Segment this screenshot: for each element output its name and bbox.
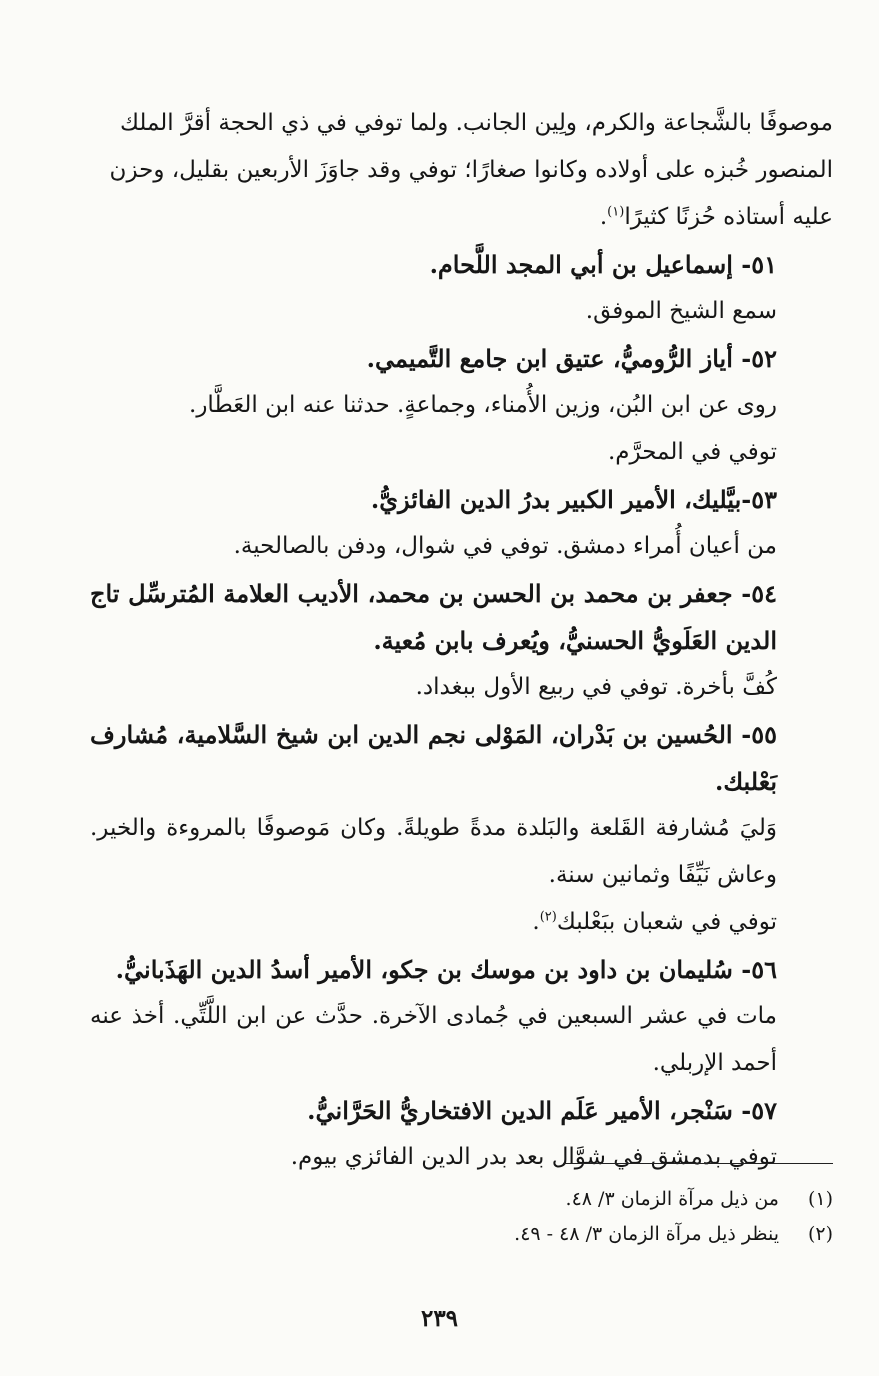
footnote-ref: (١) [607, 204, 625, 220]
main-text [90, 100, 833, 1181]
continuation-paragraph: موصوفًا بالشَّجاعة والكرم، ولِين الجانب. ولما توفي في ذي الحجة أقرَّ الملك المنصور خُبزه على أولاده وكانوا صغارًا؛ توفي وقد جاوَزَ الأربعين بقليل، وحزن عليه أستاذه حُزنًا كثيرًا$^{(١)}$. [109, 110, 833, 230]
footnote-number: (٢) [807, 1223, 833, 1245]
footnotes [90, 1182, 833, 1252]
entry-body: توفي بدمشق في شوَّال بعد بدر الدين الفائزي بيوم. [290, 1144, 777, 1170]
footnote-text: من ذيل مرآة الزمان ٣/ ٤٨. [565, 1188, 779, 1210]
footnote-divider [563, 1163, 833, 1164]
footnote-ref: (٢) [539, 909, 557, 925]
footnote-text: ينظر ذيل مرآة الزمان ٣/ ٤٨ - ٤٩. [514, 1223, 779, 1245]
entry-body: سمع الشيخ الموفق. [585, 298, 777, 324]
entry-body: روى عن ابن البُن، وزين الأُمناء، وجماعةٍ. حدثنا عنه ابن العَطَّار. [189, 392, 777, 418]
page-number: ٢٣٩ [420, 1305, 459, 1332]
entry-heading-54: ٥٤- جعفر بن محمد بن الحسن بن محمد، الأديب العلامة المُترسِّل تاج الدين العَلَويُّ الحسنيُّ، ويُعرف بابن مُعية. [90, 579, 777, 655]
entry-heading-56: ٥٦- سُليمان بن داود بن موسك بن جكو، الأمير أسدُ الدين الهَذَبانيُّ. [115, 955, 777, 984]
entry-heading-55: ٥٥- الحُسين بن بَدْران، المَوْلى نجم الدين ابن شيخ السَّلامية، مُشارف بَعْلبك. [90, 720, 777, 796]
entry-heading-52: ٥٢- أياز الرُّوميُّ، عتيق ابن جامع التَّميمي. [366, 344, 777, 373]
entry-heading-57: ٥٧- سَنْجر، الأمير عَلَم الدين الافتخاريُّ الحَرَّانيُّ. [307, 1096, 777, 1125]
entry-body: توفي في شعبان ببَعْلبك$^{(٢)}$. [532, 909, 777, 935]
footnote-item [90, 1217, 833, 1252]
entry-body: مات في عشر السبعين في جُمادى الآخرة. حدَّث عن ابن اللَّتِّي. أخذ عنه أحمد الإربلي. [90, 1003, 777, 1076]
entry-heading-51: ٥١- إسماعيل بن أبي المجد اللَّحام. [429, 250, 777, 279]
footnote-item [90, 1182, 833, 1217]
entry-body: توفي في المحرَّم. [607, 439, 777, 465]
entry-heading-53: ٥٣-بيَّليك، الأمير الكبير بدرُ الدين الفائزيُّ. [370, 485, 777, 514]
entry-body: وَليَ مُشارفة القَلعة والبَلدة مدةً طويلةً. وكان مَوصوفًا بالمروءة والخير. وعاش نَيِّفًا وثمانين سنة. [90, 815, 777, 888]
footnote-number: (١) [807, 1188, 833, 1210]
entry-body: من أعيان أُمراء دمشق. توفي في شوال، ودفن بالصالحية. [233, 533, 777, 559]
entry-body: كُفَّ بأخرة. توفي في ربيع الأول ببغداد. [415, 674, 777, 700]
